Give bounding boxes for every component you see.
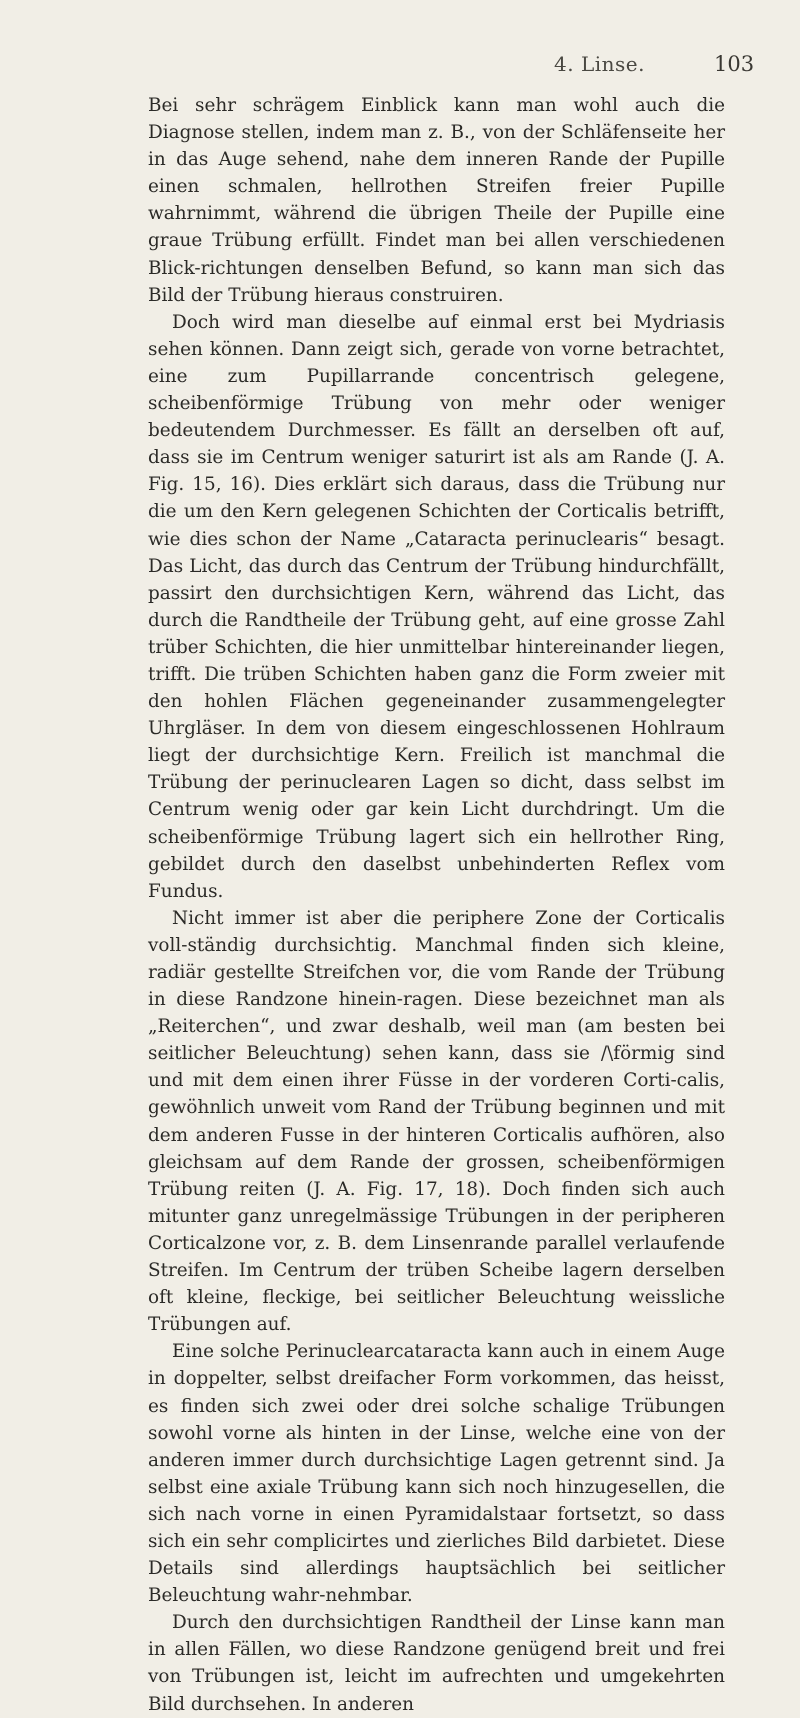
paragraph-1: Bei sehr schrägem Einblick kann man wohl auch die Diagnose stellen, indem man z. B., von der Schläfenseite her in das Auge sehend, nahe dem inneren Rande der Pupille einen schmalen, hellrothen Streifen freier Pupille wahrnimmt, während die übrigen Theile der Pupille eine graue Trübung erfüllt. Findet man bei allen verschiedenen Blick-richtungen denselben Befund, so kann man sich das Bild der Trübung hieraus construiren. [148,95,725,306]
paragraph-2: Doch wird man dieselbe auf einmal erst bei Mydriasis sehen können. Dann zeigt sich, gerade von vorne betrachtet, eine zum Pupillarrande concentrisch gelegene, scheibenförmige Trübung von mehr oder weniger bedeutendem Durchmesser. Es fällt an derselben oft auf, dass sie im Centrum weniger saturirt ist als am Rande (J. A. Fig. 15, 16). Dies erklärt sich daraus, dass die Trübung nur die um den Kern gelegenen Schichten der Corticalis betrifft, wie dies schon der Name „Cataracta perinuclearis“ besagt. Das Licht, das durch das Centrum der Trübung hindurchfällt, passirt den durchsichtigen Kern, während das Licht, das durch die Randtheile der Trübung geht, auf eine grosse Zahl trüber Schichten, die hier unmittelbar hintereinander liegen, trifft. Die trüben Schichten haben ganz die Form zweier mit den hohlen Flächen gegeneinander zusammengelegter Uhrgläser. In dem von diesem eingeschlossenen Hohlraum liegt der durchsichtige Kern. Freilich ist manchmal die Trübung der perinuclearen Lagen so dicht, dass selbst im Centrum wenig oder gar kein Licht durchdringt. Um die scheibenförmige Trübung lagert sich ein hellrother Ring, gebildet durch den daselbst unbehinderten Reflex vom Fundus. [148,311,725,902]
body-text [148,92,725,1718]
paragraph-5: Durch den durchsichtigen Randtheil der Linse kann man in allen Fällen, wo diese Randzone genügend breit und frei von Trübungen ist, leicht im aufrechten und umgekehrten Bild durchsehen. In anderen [148,1612,725,1715]
paragraph-3: Nicht immer ist aber die periphere Zone der Corticalis voll-ständig durchsichtig. Manchmal finden sich kleine, radiär gestellte Streifchen vor, die vom Rande der Trübung in diese Randzone hinein-ragen. Diese bezeichnet man als „Reiterchen“, und zwar deshalb, weil man (am besten bei seitlicher Beleuchtung) sehen kann, dass sie /\förmig sind und mit dem einen ihrer Füsse in der vorderen Corti-calis, gewöhnlich unweit vom Rand der Trübung beginnen und mit dem anderen Fusse in der hinteren Corticalis aufhören, also gleichsam auf dem Rande der grossen, scheibenförmigen Trübung reiten (J. A. Fig. 17, 18). Doch finden sich auch mitunter ganz unregelmässige Trübungen in der peripheren Corticalzone vor, z. B. dem Linsenrande parallel verlaufende Streifen. Im Centrum der trüben Scheibe lagern derselben oft kleine, fleckige, bei seitlicher Beleuchtung weissliche Trübungen auf. [148,907,725,1336]
chapter-title: 4. Linse. [554,52,645,76]
page-number: 103 [714,52,755,76]
paragraph-4: Eine solche Perinuclearcataracta kann auch in einem Auge in doppelter, selbst dreifacher Form vorkommen, das heisst, es finden sich zwei oder drei solche schalige Trübungen sowohl vorne als hinten in der Linse, welche eine von der anderen immer durch durchsichtige Lagen getrennt sind. Ja selbst eine axiale Trübung kann sich noch hinzugesellen, die sich nach vorne in einen Pyramidalstaar fortsetzt, so dass sich ein sehr complicirtes und zierliches Bild darbietet. Diese Details sind allerdings hauptsächlich bei seitlicher Beleuchtung wahr-nehmbar. [148,1341,725,1607]
running-head [120,52,800,82]
